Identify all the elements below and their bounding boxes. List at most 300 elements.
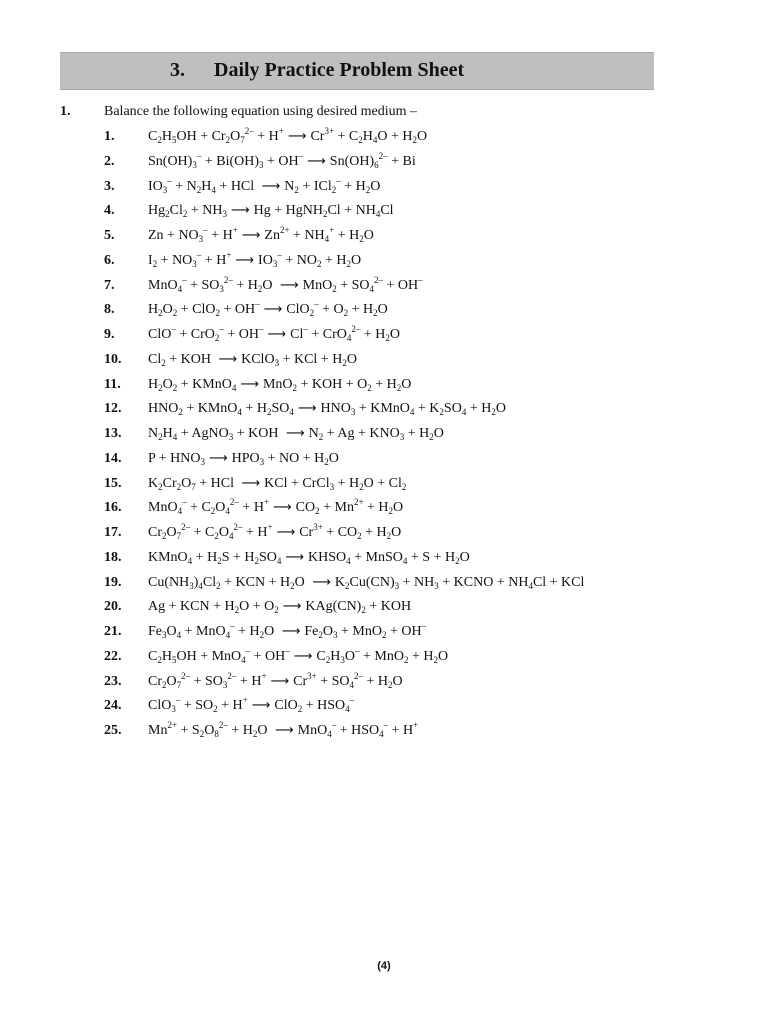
subscript: 2	[433, 654, 438, 665]
subscript: 3	[394, 580, 400, 591]
formula-text: + NO	[281, 252, 317, 268]
subscript: 2	[381, 630, 387, 640]
subscript: 2	[491, 407, 496, 418]
subscript: 2	[215, 308, 220, 319]
formula-text: O	[264, 624, 278, 639]
formula-text: + H	[361, 525, 387, 540]
subscript: 3	[274, 357, 280, 368]
reaction-arrow: ⟶	[287, 129, 307, 144]
formula-text: O + Cl	[363, 475, 402, 491]
formula-text: O	[391, 525, 402, 540]
equation-text	[148, 476, 406, 492]
formula-text: + AgNO	[177, 426, 229, 441]
formula-text: SO	[271, 401, 290, 417]
formula-text: Cl	[169, 203, 183, 219]
formula-text: ClO	[148, 327, 172, 342]
formula-text: OH + Cr	[176, 129, 226, 144]
reaction-arrow: ⟶	[307, 153, 326, 169]
question-number: 1.	[60, 104, 71, 119]
formula-text: O	[346, 351, 357, 367]
formula-text: O	[363, 228, 374, 243]
equation-text	[148, 299, 388, 319]
formula-text: Cl	[202, 574, 217, 590]
equation-text	[148, 426, 444, 442]
formula-text: + H	[238, 500, 264, 516]
equation-row	[0, 621, 768, 648]
formula-text: I	[148, 252, 153, 268]
formula-text: + MnSO	[350, 549, 403, 565]
reaction-arrow: ⟶	[273, 500, 292, 516]
subscript: 2	[214, 333, 220, 343]
question-instruction: Balance the following equation using desired medium –	[104, 104, 417, 119]
subscript: 2	[357, 531, 362, 541]
equation-number: 16.	[104, 500, 122, 516]
subscript: 3	[222, 679, 228, 690]
formula-text: Cl + NH	[327, 203, 376, 219]
subscript: 2	[332, 283, 337, 294]
formula-text: MnO	[148, 277, 178, 293]
formula-text: O	[166, 673, 177, 689]
reaction-arrow: ⟶	[230, 203, 250, 219]
subscript: 4	[349, 679, 355, 690]
subscript: 2	[266, 407, 272, 418]
formula-text: + OH	[219, 302, 256, 318]
formula-text: P + HNO	[148, 450, 201, 466]
formula-text: H	[161, 129, 172, 144]
formula-text: + H	[234, 624, 260, 639]
formula-text: H	[201, 178, 212, 194]
formula-text: + H	[201, 252, 227, 268]
equation-number: 12.	[104, 401, 122, 417]
subscript: 4	[409, 407, 415, 418]
reaction-arrow: ⟶	[280, 277, 299, 293]
formula-text: + K	[414, 401, 440, 417]
equation-number: 18.	[104, 549, 122, 565]
subscript: 4	[324, 234, 330, 244]
subscript: 2	[403, 654, 409, 665]
formula-text: + NH	[289, 228, 325, 243]
formula-text: Cr	[148, 525, 162, 540]
subscript: 2	[315, 506, 320, 517]
formula-text: + H	[241, 401, 267, 417]
formula-text: + KCN + H	[220, 574, 291, 590]
formula-text: + SO	[186, 277, 220, 293]
reaction-arrow: ⟶	[285, 426, 305, 441]
equation-row	[0, 352, 768, 376]
formula-text: MnO	[262, 376, 293, 392]
subscript: 2	[388, 506, 394, 517]
equation-row	[0, 670, 768, 698]
subscript: 3	[219, 283, 224, 294]
formula-text: O	[162, 302, 173, 318]
formula-text: Cl	[380, 203, 394, 219]
formula-text: + OH	[223, 327, 259, 342]
subscript: 7	[191, 481, 196, 492]
formula-text: + NO	[157, 252, 193, 268]
subscript: 2	[162, 679, 167, 690]
formula-text: Cl	[148, 351, 162, 367]
subscript: 2	[165, 209, 170, 220]
superscript: +	[329, 225, 335, 235]
formula-text: + Ag + KNO	[323, 426, 400, 441]
equation-text	[148, 599, 411, 615]
formula-text: + H	[466, 401, 492, 417]
subscript: 4	[276, 555, 282, 566]
subscript: 3	[259, 456, 265, 467]
equation-number: 25.	[104, 723, 122, 738]
subscript: 2	[439, 407, 444, 418]
reaction-arrow: ⟶	[235, 252, 255, 268]
subscript: 3	[192, 258, 197, 269]
subscript: 2	[359, 234, 364, 244]
superscript: –	[418, 274, 423, 285]
subscript: 2	[234, 605, 240, 616]
reaction-arrow: ⟶	[240, 376, 259, 392]
formula-text: ClO	[286, 302, 310, 318]
formula-text: O	[389, 327, 401, 342]
subscript: 3	[434, 580, 439, 591]
subscript: 4	[211, 184, 216, 195]
superscript: 2–	[351, 324, 361, 334]
equation-text	[148, 522, 402, 541]
subscript: 2	[401, 481, 407, 492]
superscript: 3+	[313, 522, 323, 532]
superscript: 2–	[223, 274, 233, 285]
formula-text: + C	[334, 129, 359, 144]
superscript: –	[336, 175, 341, 186]
subscript: 4	[369, 283, 374, 294]
equation-row	[0, 249, 768, 277]
equation-text	[148, 126, 428, 145]
subscript: 2	[199, 729, 205, 739]
subscript: 3	[162, 630, 167, 640]
superscript: –	[355, 645, 360, 656]
reaction-arrow: ⟶	[209, 450, 228, 466]
formula-text: N	[284, 178, 295, 194]
superscript: –	[182, 274, 187, 285]
formula-text: + NH	[399, 574, 435, 590]
subscript: 2	[161, 357, 166, 368]
formula-text: O	[257, 723, 271, 738]
formula-text: + Bi	[387, 153, 416, 169]
formula-text: HNO	[320, 401, 351, 417]
formula-text: + H	[388, 723, 414, 738]
equation-text	[148, 550, 470, 566]
subscript: 4	[375, 209, 381, 220]
formula-text: + SO	[316, 673, 350, 689]
formula-text: + ClO	[177, 302, 216, 318]
formula-text: HPO	[231, 450, 260, 466]
subscript: 2	[346, 258, 351, 269]
subscript: 3	[198, 234, 204, 244]
equation-number: 9.	[104, 327, 115, 342]
subscript: 4	[228, 531, 234, 541]
formula-text: O	[393, 500, 404, 516]
subscript: 4	[346, 333, 352, 343]
equation-text	[148, 695, 355, 715]
equation-row	[0, 426, 768, 450]
formula-text: Hg	[148, 203, 166, 219]
superscript: 2–	[244, 126, 254, 136]
formula-text: KCl + CrCl	[264, 475, 330, 491]
formula-text: + KMnO	[355, 401, 410, 417]
formula-text: Sn(OH)	[329, 153, 375, 169]
subscript: 2	[388, 679, 393, 690]
equation-row	[0, 695, 768, 722]
subscript: 2	[322, 209, 328, 220]
formula-text: + H	[334, 228, 360, 243]
superscript: –	[298, 150, 304, 161]
formula-text: SO	[258, 549, 277, 565]
subscript: 4	[402, 555, 408, 566]
equation-number: 8.	[104, 302, 115, 318]
subscript: 2	[214, 531, 219, 541]
subscript: 2	[162, 531, 167, 541]
formula-text: + KCl + H	[279, 351, 343, 367]
equation-number: 24.	[104, 698, 122, 714]
formula-text: KHSO	[308, 549, 347, 565]
reaction-arrow: ⟶	[281, 624, 301, 639]
formula-text: Cu(NH	[148, 574, 190, 590]
formula-text: Ag + KCN + H	[148, 599, 235, 615]
equation-number: 14.	[104, 450, 122, 466]
subscript: 3	[162, 184, 168, 195]
superscript: –	[167, 175, 172, 186]
subscript: 3	[200, 456, 205, 467]
equation-number: 10.	[104, 351, 122, 367]
formula-text: Cl	[290, 327, 304, 342]
equation-text	[148, 621, 427, 640]
formula-text: + H	[242, 525, 268, 540]
formula-text: Hg + HgNH	[253, 203, 323, 219]
subscript: 2	[359, 481, 364, 492]
formula-text: + S	[177, 723, 200, 738]
subscript: 2	[257, 283, 263, 294]
formula-text: + KOH	[365, 599, 412, 615]
equation-number: 23.	[104, 673, 122, 689]
subscript: 2	[158, 382, 163, 393]
formula-text: O	[215, 500, 226, 516]
subscript: 2	[292, 382, 298, 393]
reaction-arrow: ⟶	[261, 178, 281, 194]
superscript: –	[303, 324, 308, 334]
reaction-arrow: ⟶	[282, 599, 302, 615]
formula-text: + HSO	[302, 698, 346, 714]
formula-text: O	[495, 401, 506, 417]
formula-text: K	[148, 475, 159, 491]
superscript: +	[278, 126, 284, 136]
formula-text: IO	[258, 252, 273, 268]
equation-number: 4.	[104, 203, 115, 219]
formula-text: )	[193, 574, 199, 590]
subscript: 2	[316, 258, 322, 269]
reaction-arrow: ⟶	[218, 351, 238, 367]
superscript: –	[196, 150, 202, 161]
formula-text: MnO	[302, 277, 333, 293]
equation-text	[148, 645, 449, 665]
formula-text: + SO	[180, 698, 214, 714]
formula-text: + H	[363, 500, 389, 516]
formula-text: + H	[207, 228, 233, 243]
formula-text: O + H	[377, 129, 413, 144]
formula-text: + HCl	[215, 178, 258, 194]
equation-number: 2.	[104, 153, 115, 169]
formula-text: O	[230, 129, 241, 144]
subscript: 8	[214, 729, 219, 739]
superscript: 2–	[378, 150, 388, 161]
subscript: 2	[172, 308, 178, 319]
formula-text: O	[344, 648, 356, 664]
equation-row	[0, 645, 768, 673]
superscript: –	[182, 497, 187, 508]
equation-number: 22.	[104, 648, 122, 664]
formula-text: N	[308, 426, 319, 441]
equation-row	[0, 599, 768, 623]
superscript: +	[232, 225, 238, 235]
formula-text: HNO	[148, 401, 179, 417]
formula-text: + MnO	[337, 624, 382, 639]
formula-text: O	[459, 549, 470, 565]
formula-text: + H	[404, 426, 430, 441]
formula-text: O	[438, 648, 449, 664]
superscript: +	[242, 695, 248, 706]
subscript: 3	[329, 481, 335, 492]
formula-text: O	[294, 574, 309, 590]
superscript: 2–	[218, 720, 228, 730]
superscript: –	[331, 720, 337, 730]
subscript: 2	[274, 605, 279, 616]
formula-text: OH + MnO	[176, 648, 242, 664]
formula-text: + KOH + O	[297, 376, 368, 392]
formula-text: Sn(OH)	[148, 153, 193, 169]
subscript: 3	[399, 432, 405, 442]
subscript: 2	[178, 407, 183, 418]
page-title: Daily Practice Problem Sheet	[214, 59, 465, 81]
formula-text: + HSO	[336, 723, 380, 738]
formula-text: Zn + NO	[148, 228, 199, 243]
superscript: 3+	[307, 670, 317, 681]
formula-text: Zn	[264, 228, 280, 243]
equation-text	[148, 575, 584, 591]
subscript: 2	[259, 630, 265, 640]
equation-row	[0, 175, 768, 203]
superscript: –	[219, 324, 224, 334]
equation-row	[0, 274, 768, 302]
equation-number: 17.	[104, 525, 122, 540]
equation-text	[148, 720, 419, 739]
subscript: 3	[340, 654, 345, 665]
formula-text: + C	[186, 500, 211, 516]
equation-row	[0, 225, 768, 252]
superscript: –	[314, 299, 319, 310]
subscript: 2	[429, 432, 434, 442]
subscript: 4	[372, 135, 378, 145]
superscript: 3+	[324, 126, 335, 136]
formula-text: H	[362, 129, 373, 144]
formula-text: + MnO	[181, 624, 226, 639]
formula-text: + H	[371, 376, 397, 392]
subscript: 4	[327, 729, 332, 739]
equation-text	[148, 401, 506, 417]
subscript: 2	[216, 580, 221, 591]
subscript: 7	[176, 679, 182, 690]
reaction-arrow: ⟶	[297, 401, 317, 417]
formula-text: MnO	[148, 500, 178, 516]
subscript: 2	[158, 432, 163, 442]
subscript: 2	[217, 555, 222, 566]
formula-text: + H	[348, 302, 374, 318]
equation-number: 6.	[104, 252, 115, 268]
formula-text: Mn	[148, 723, 168, 738]
formula-text: + S + H	[407, 549, 456, 565]
formula-text: + CO	[322, 525, 358, 540]
formula-text: KClO	[241, 351, 275, 367]
subscript: 4	[346, 555, 351, 566]
superscript: 2–	[181, 670, 191, 681]
equation-number: 20.	[104, 599, 122, 615]
subscript: 2	[309, 308, 315, 319]
superscript: –	[258, 324, 264, 334]
formula-text: O	[322, 624, 333, 639]
subscript: 3	[192, 159, 197, 170]
formula-text: O	[262, 277, 276, 293]
formula-text: KAg(CN)	[305, 599, 362, 615]
formula-text: + Mn	[319, 500, 354, 516]
formula-text: Cr	[162, 475, 177, 491]
equation-text	[148, 225, 374, 244]
equation-text	[148, 670, 403, 690]
superscript: 2–	[229, 497, 239, 508]
formula-text: S + H	[221, 549, 255, 565]
formula-text: KMnO	[148, 549, 188, 565]
equation-row	[0, 575, 768, 599]
subscript: 2	[324, 456, 329, 467]
formula-text: + H	[360, 327, 386, 342]
subscript: 2	[176, 481, 182, 492]
subscript: 2	[225, 135, 231, 145]
subscript: 2	[367, 382, 372, 393]
formula-text: C	[148, 648, 158, 664]
reaction-arrow: ⟶	[263, 302, 283, 318]
formula-text: O	[433, 426, 444, 441]
formula-text: + CrO	[175, 327, 215, 342]
formula-text: CO	[295, 500, 316, 516]
subscript: 2	[297, 704, 303, 715]
superscript: +	[263, 497, 270, 508]
subscript: 7	[176, 531, 182, 541]
superscript: 2+	[279, 225, 290, 235]
subscript: 2	[373, 308, 378, 319]
superscript: 2–	[181, 522, 191, 532]
subscript: 2	[252, 729, 258, 739]
subscript: 2	[210, 506, 216, 517]
superscript: +	[226, 249, 232, 260]
equation-row	[0, 150, 768, 178]
equation-text	[148, 274, 423, 294]
superscript: –	[175, 695, 181, 706]
subscript: 2	[331, 184, 337, 195]
formula-text: H	[148, 376, 159, 392]
formula-text: C	[148, 129, 158, 144]
equation-number: 21.	[104, 624, 122, 639]
superscript: –	[277, 249, 282, 260]
formula-text: + H	[408, 648, 434, 664]
reaction-arrow: ⟶	[241, 228, 261, 243]
formula-text: + KMnO	[182, 401, 238, 417]
subscript: 4	[379, 729, 384, 739]
subscript: 2	[345, 580, 350, 591]
formula-text: O	[166, 624, 177, 639]
